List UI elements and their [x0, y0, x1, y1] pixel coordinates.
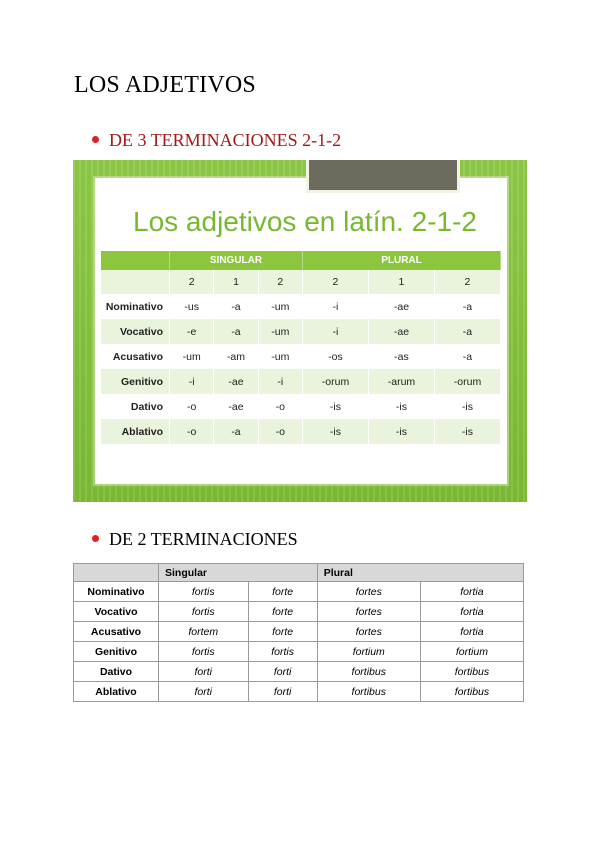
form-cell: fortem: [159, 622, 249, 642]
table-row: [101, 319, 501, 344]
declension-number: 2: [302, 270, 368, 294]
table-row: [74, 642, 524, 662]
ending-cell: -is: [368, 394, 434, 419]
table-corner-cell: [101, 251, 170, 270]
ending-cell: -i: [170, 369, 214, 394]
declension-table-2-terminations: [73, 563, 524, 702]
table-header-row: [101, 251, 501, 270]
case-label: Dativo: [74, 662, 159, 682]
form-cell: fortia: [420, 602, 523, 622]
declension-number: 1: [368, 270, 434, 294]
table-row: [101, 394, 501, 419]
header-singular: Singular: [159, 564, 318, 582]
bullet-dot-icon: [92, 535, 99, 542]
form-cell: fortium: [420, 642, 523, 662]
form-cell: forti: [159, 662, 249, 682]
case-label: Ablativo: [74, 682, 159, 702]
ending-cell: -a: [434, 344, 500, 369]
form-cell: fortium: [317, 642, 420, 662]
ending-cell: -i: [302, 294, 368, 319]
declension-number: 2: [258, 270, 302, 294]
form-cell: forte: [248, 622, 317, 642]
ending-cell: -am: [214, 344, 258, 369]
ending-cell: -o: [170, 394, 214, 419]
ending-cell: -um: [258, 344, 302, 369]
table-row: [74, 602, 524, 622]
ending-cell: -um: [258, 319, 302, 344]
slide-title: Los adjetivos en latín. 2-1-2: [133, 206, 477, 237]
ending-cell: -orum: [434, 369, 500, 394]
ending-cell: -a: [214, 419, 258, 444]
slide-content: [95, 178, 507, 484]
bullet-dot-icon: [92, 136, 99, 143]
table-row: [101, 369, 501, 394]
case-label: Vocativo: [101, 319, 170, 344]
form-cell: fortibus: [317, 662, 420, 682]
ending-cell: -as: [368, 344, 434, 369]
group-plural-header: PLURAL: [302, 251, 500, 270]
form-cell: forte: [248, 582, 317, 602]
form-cell: fortis: [159, 642, 249, 662]
ending-cell: -o: [258, 394, 302, 419]
ending-cell: -a: [434, 294, 500, 319]
ending-cell: -is: [302, 394, 368, 419]
table-header-row: [74, 564, 524, 582]
ending-cell: -ae: [214, 394, 258, 419]
case-label: Acusativo: [101, 344, 170, 369]
table-row: [74, 662, 524, 682]
table-row: [101, 294, 501, 319]
form-cell: fortes: [317, 602, 420, 622]
table-corner-cell: [101, 270, 170, 294]
case-label: Dativo: [101, 394, 170, 419]
ending-cell: -a: [434, 319, 500, 344]
slide-image: [73, 160, 527, 502]
ending-cell: -a: [214, 294, 258, 319]
section-heading-text: DE 2 TERMINACIONES: [109, 529, 298, 549]
ending-cell: -o: [170, 419, 214, 444]
ending-cell: -um: [170, 344, 214, 369]
table-row: [101, 344, 501, 369]
ending-cell: -e: [170, 319, 214, 344]
ending-cell: -a: [214, 319, 258, 344]
declension-number: 1: [214, 270, 258, 294]
form-cell: fortibus: [420, 682, 523, 702]
ending-cell: -is: [302, 419, 368, 444]
section-heading-2-terminations: [92, 529, 298, 550]
case-label: Vocativo: [74, 602, 159, 622]
case-label: Acusativo: [74, 622, 159, 642]
ending-cell: -ae: [214, 369, 258, 394]
ending-cell: -is: [368, 419, 434, 444]
ending-cell: -i: [258, 369, 302, 394]
ending-cell: -ae: [368, 294, 434, 319]
table-row: [74, 582, 524, 602]
form-cell: fortia: [420, 582, 523, 602]
form-cell: fortes: [317, 622, 420, 642]
form-cell: fortibus: [317, 682, 420, 702]
form-cell: forte: [248, 602, 317, 622]
form-cell: forti: [248, 662, 317, 682]
case-label: Genitivo: [74, 642, 159, 662]
case-label: Nominativo: [101, 294, 170, 319]
ending-cell: -um: [258, 294, 302, 319]
ending-cell: -i: [302, 319, 368, 344]
declension-table-2-1-2: [101, 251, 501, 444]
section-heading-text: DE 3 TERMINACIONES 2-1-2: [109, 130, 342, 150]
form-cell: forti: [248, 682, 317, 702]
form-cell: fortia: [420, 622, 523, 642]
declension-number: 2: [170, 270, 214, 294]
form-cell: forti: [159, 682, 249, 702]
form-cell: fortes: [317, 582, 420, 602]
header-plural: Plural: [317, 564, 523, 582]
ending-cell: -o: [258, 419, 302, 444]
ending-cell: -orum: [302, 369, 368, 394]
ending-cell: -is: [434, 394, 500, 419]
table-row: [74, 622, 524, 642]
table-row: [74, 682, 524, 702]
group-singular-header: SINGULAR: [170, 251, 303, 270]
form-cell: fortis: [159, 602, 249, 622]
declension-number-row: [101, 270, 501, 294]
page-title: LOS ADJETIVOS: [74, 72, 256, 98]
declension-number: 2: [434, 270, 500, 294]
ending-cell: -arum: [368, 369, 434, 394]
ending-cell: -os: [302, 344, 368, 369]
case-label: Nominativo: [74, 582, 159, 602]
case-label: Genitivo: [101, 369, 170, 394]
form-cell: fortis: [248, 642, 317, 662]
form-cell: fortis: [159, 582, 249, 602]
form-cell: fortibus: [420, 662, 523, 682]
ending-cell: -us: [170, 294, 214, 319]
ending-cell: -is: [434, 419, 500, 444]
table-row: [101, 419, 501, 444]
case-label: Ablativo: [101, 419, 170, 444]
slide-decorative-tab: [306, 160, 460, 193]
section-heading-3-terminations: [92, 130, 341, 151]
table-corner-cell: [74, 564, 159, 582]
ending-cell: -ae: [368, 319, 434, 344]
